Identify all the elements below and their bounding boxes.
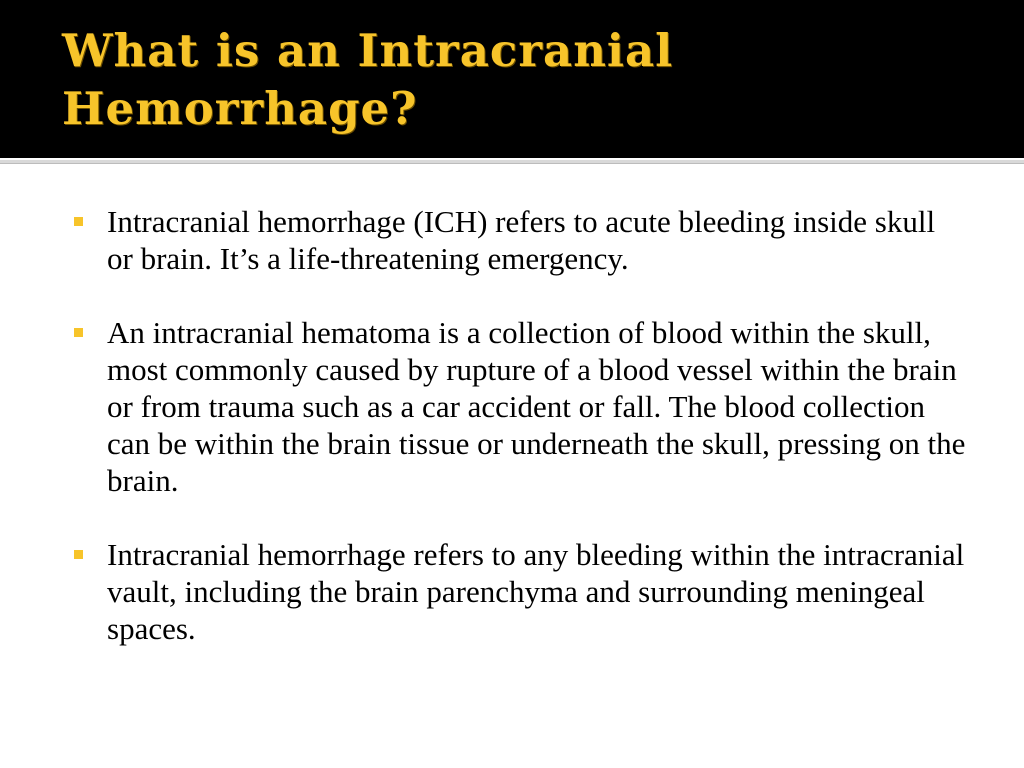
- bullet-list: [70, 203, 970, 684]
- square-bullet-icon: [74, 217, 83, 226]
- title-divider: [0, 160, 1024, 164]
- bullet-text: An intracranial hematoma is a collection of blood within the skull, most commonly caused by rupture of a blood vessel within the brain or from trauma such as a car accident or fall. The blood collection can be within the brain tissue or underneath the skull, pressing on the brain.: [107, 315, 966, 498]
- square-bullet-icon: [74, 550, 83, 559]
- slide-title-line-2: Hemorrhage?: [62, 82, 418, 135]
- bullet-text: Intracranial hemorrhage (ICH) refers to acute bleeding inside skull or brain. It’s a life-threatening emergency.: [107, 204, 936, 276]
- slide-title: [62, 22, 962, 138]
- bullet-item: [70, 536, 970, 647]
- square-bullet-icon: [74, 328, 83, 337]
- bullet-item: [70, 203, 970, 277]
- bullet-item: [70, 314, 970, 499]
- bullet-text: Intracranial hemorrhage refers to any bleeding within the intracranial vault, including the brain parenchyma and surrounding meningeal spaces.: [107, 537, 965, 646]
- title-bar: [0, 0, 1024, 158]
- slide-title-line-1: What is an Intracranial: [62, 24, 674, 77]
